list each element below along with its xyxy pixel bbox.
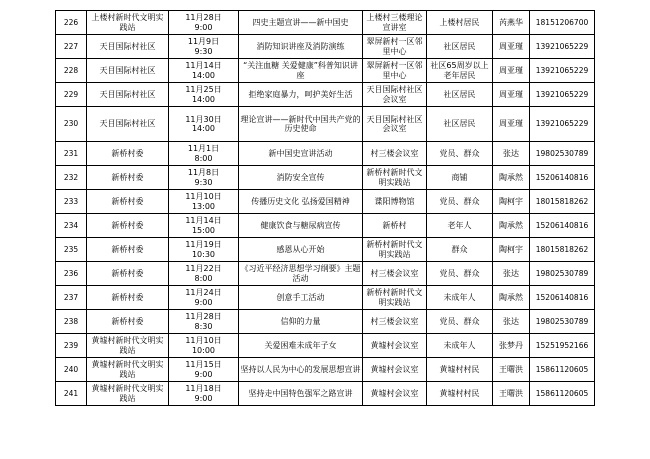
contact-name-cell: 周亚瑾 (493, 83, 530, 107)
audience-cell: 商铺 (427, 166, 493, 190)
phone-cell: 15861120605 (530, 382, 595, 406)
table-row (56, 238, 595, 262)
contact-name-cell: 陶承然 (493, 166, 530, 190)
activity-title-cell: 消防安全宣传 (239, 166, 363, 190)
datetime-cell: 11月18日 9:00 (169, 382, 239, 406)
row-number: 232 (56, 166, 87, 190)
row-number: 234 (56, 214, 87, 238)
organizer-cell: 新桥村委 (87, 238, 169, 262)
activity-title-cell: 感恩从心开始 (239, 238, 363, 262)
datetime-cell: 11月24日 9:00 (169, 286, 239, 310)
datetime-cell: 11月19日 10:30 (169, 238, 239, 262)
activity-title-cell: 理论宣讲——新时代中国共产党的历史使命 (239, 107, 363, 142)
audience-cell: 党员、群众 (427, 310, 493, 334)
organizer-cell: 新桥村委 (87, 286, 169, 310)
organizer-cell: 新桥村委 (87, 142, 169, 166)
organizer-cell: 黄墟村新时代文明实践站 (87, 358, 169, 382)
organizer-cell: 新桥村委 (87, 190, 169, 214)
phone-cell: 15251952166 (530, 334, 595, 358)
organizer-cell: 黄墟村新时代文明实践站 (87, 334, 169, 358)
location-cell: 上楼村三楼理论宣讲室 (363, 11, 427, 35)
table-row (56, 382, 595, 406)
phone-cell: 15206140816 (530, 286, 595, 310)
activity-title-cell: 拒绝家庭暴力，呵护美好生活 (239, 83, 363, 107)
phone-cell: 13921065229 (530, 83, 595, 107)
phone-cell: 18015818262 (530, 238, 595, 262)
activity-title-cell: 坚持走中国特色强军之路宣讲 (239, 382, 363, 406)
activity-title-cell: 创意手工活动 (239, 286, 363, 310)
activity-schedule-table (55, 10, 595, 406)
location-cell: 黄墟村会议室 (363, 358, 427, 382)
table-row (56, 334, 595, 358)
phone-cell: 13921065229 (530, 35, 595, 59)
organizer-cell: 天目国际村社区 (87, 107, 169, 142)
row-number: 240 (56, 358, 87, 382)
contact-name-cell: 周亚瑾 (493, 35, 530, 59)
row-number: 228 (56, 59, 87, 83)
datetime-cell: 11月10日 10:00 (169, 334, 239, 358)
organizer-cell: 天目国际村社区 (87, 59, 169, 83)
phone-cell: 19802530789 (530, 262, 595, 286)
table-row (56, 190, 595, 214)
row-number: 229 (56, 83, 87, 107)
audience-cell: 党员、群众 (427, 142, 493, 166)
location-cell: 黄墟村会议室 (363, 382, 427, 406)
contact-name-cell: 王曙洪 (493, 358, 530, 382)
row-number: 236 (56, 262, 87, 286)
datetime-cell: 11月30日 14:00 (169, 107, 239, 142)
organizer-cell: 黄墟村新时代文明实践站 (87, 382, 169, 406)
datetime-cell: 11月1日 8:00 (169, 142, 239, 166)
audience-cell: 社区65周岁以上老年居民 (427, 59, 493, 83)
audience-cell: 社区居民 (427, 83, 493, 107)
phone-cell: 15206140816 (530, 214, 595, 238)
phone-cell: 18015818262 (530, 190, 595, 214)
row-number: 231 (56, 142, 87, 166)
location-cell: 村三楼会议室 (363, 262, 427, 286)
audience-cell: 未成年人 (427, 334, 493, 358)
contact-name-cell: 陶柯宇 (493, 238, 530, 262)
row-number: 237 (56, 286, 87, 310)
row-number: 227 (56, 35, 87, 59)
table-row (56, 310, 595, 334)
row-number: 238 (56, 310, 87, 334)
contact-name-cell: 周亚瑾 (493, 59, 530, 83)
datetime-cell: 11月14日 15:00 (169, 214, 239, 238)
table-row (56, 142, 595, 166)
contact-name-cell: 陶承然 (493, 286, 530, 310)
location-cell: 新桥村新时代文明实践站 (363, 166, 427, 190)
table-row (56, 286, 595, 310)
row-number: 230 (56, 107, 87, 142)
location-cell: 天目国际村社区会议室 (363, 107, 427, 142)
location-cell: 新桥村新时代文明实践站 (363, 286, 427, 310)
audience-cell: 社区居民 (427, 35, 493, 59)
location-cell: 天目国际村社区会议室 (363, 83, 427, 107)
phone-cell: 19802530789 (530, 142, 595, 166)
datetime-cell: 11月8日 9:30 (169, 166, 239, 190)
table-row (56, 262, 595, 286)
table-row (56, 59, 595, 83)
datetime-cell: 11月28日 8:30 (169, 310, 239, 334)
contact-name-cell: 王曙洪 (493, 382, 530, 406)
activity-title-cell: 《习近平经济思想学习纲要》主题活动 (239, 262, 363, 286)
contact-name-cell: 张达 (493, 310, 530, 334)
activity-title-cell: 信仰的力量 (239, 310, 363, 334)
audience-cell: 未成年人 (427, 286, 493, 310)
contact-name-cell: 陶承然 (493, 214, 530, 238)
organizer-cell: 上楼村新时代文明实践站 (87, 11, 169, 35)
table-row (56, 11, 595, 35)
location-cell: 谍阳博物馆 (363, 190, 427, 214)
table-row (56, 83, 595, 107)
activity-title-cell: 关爱困难未成年子女 (239, 334, 363, 358)
table-row (56, 35, 595, 59)
audience-cell: 社区居民 (427, 107, 493, 142)
organizer-cell: 新桥村委 (87, 166, 169, 190)
organizer-cell: 天目国际村社区 (87, 35, 169, 59)
location-cell: 村三楼会议室 (363, 142, 427, 166)
table-row (56, 214, 595, 238)
activity-title-cell: “关注血糖 关爱健康”科普知识讲座 (239, 59, 363, 83)
phone-cell: 19802530789 (530, 310, 595, 334)
datetime-cell: 11月22日 8:00 (169, 262, 239, 286)
phone-cell: 15861120605 (530, 358, 595, 382)
activity-title-cell: 传播历史文化 弘扬爱国精神 (239, 190, 363, 214)
table-row (56, 107, 595, 142)
datetime-cell: 11月10日 13:00 (169, 190, 239, 214)
organizer-cell: 天目国际村社区 (87, 83, 169, 107)
location-cell: 翠屏新村一区邻里中心 (363, 35, 427, 59)
audience-cell: 老年人 (427, 214, 493, 238)
activity-title-cell: 新中国史宣讲活动 (239, 142, 363, 166)
row-number: 233 (56, 190, 87, 214)
location-cell: 新桥村新时代文明实践站 (363, 238, 427, 262)
contact-name-cell: 张达 (493, 142, 530, 166)
audience-cell: 黄墟村村民 (427, 358, 493, 382)
audience-cell: 党员、群众 (427, 262, 493, 286)
location-cell: 新桥村 (363, 214, 427, 238)
row-number: 226 (56, 11, 87, 35)
datetime-cell: 11月25日 14:00 (169, 83, 239, 107)
audience-cell: 群众 (427, 238, 493, 262)
contact-name-cell: 周亚瑾 (493, 107, 530, 142)
row-number: 235 (56, 238, 87, 262)
contact-name-cell: 陶柯宇 (493, 190, 530, 214)
phone-cell: 15206140816 (530, 166, 595, 190)
organizer-cell: 新桥村委 (87, 310, 169, 334)
activity-title-cell: 坚持以人民为中心的发展思想宣讲 (239, 358, 363, 382)
contact-name-cell: 张梦丹 (493, 334, 530, 358)
activity-title-cell: 健康饮食与糖尿病宣传 (239, 214, 363, 238)
activity-title-cell: 四史主题宣讲——新中国史 (239, 11, 363, 35)
location-cell: 黄墟村会议室 (363, 334, 427, 358)
organizer-cell: 新桥村委 (87, 262, 169, 286)
contact-name-cell: 芮燕华 (493, 11, 530, 35)
table-row (56, 166, 595, 190)
datetime-cell: 11月28日 9:00 (169, 11, 239, 35)
phone-cell: 13921065229 (530, 59, 595, 83)
datetime-cell: 11月14日 14:00 (169, 59, 239, 83)
datetime-cell: 11月9日 9:30 (169, 35, 239, 59)
row-number: 239 (56, 334, 87, 358)
location-cell: 翠屏新村一区邻里中心 (363, 59, 427, 83)
activity-title-cell: 消防知识讲座及消防演练 (239, 35, 363, 59)
audience-cell: 上楼村居民 (427, 11, 493, 35)
audience-cell: 黄墟村村民 (427, 382, 493, 406)
row-number: 241 (56, 382, 87, 406)
organizer-cell: 新桥村委 (87, 214, 169, 238)
datetime-cell: 11月15日 9:00 (169, 358, 239, 382)
contact-name-cell: 张达 (493, 262, 530, 286)
phone-cell: 13921065229 (530, 107, 595, 142)
audience-cell: 党员、群众 (427, 190, 493, 214)
table-row (56, 358, 595, 382)
location-cell: 村三楼会议室 (363, 310, 427, 334)
phone-cell: 18151206700 (530, 11, 595, 35)
